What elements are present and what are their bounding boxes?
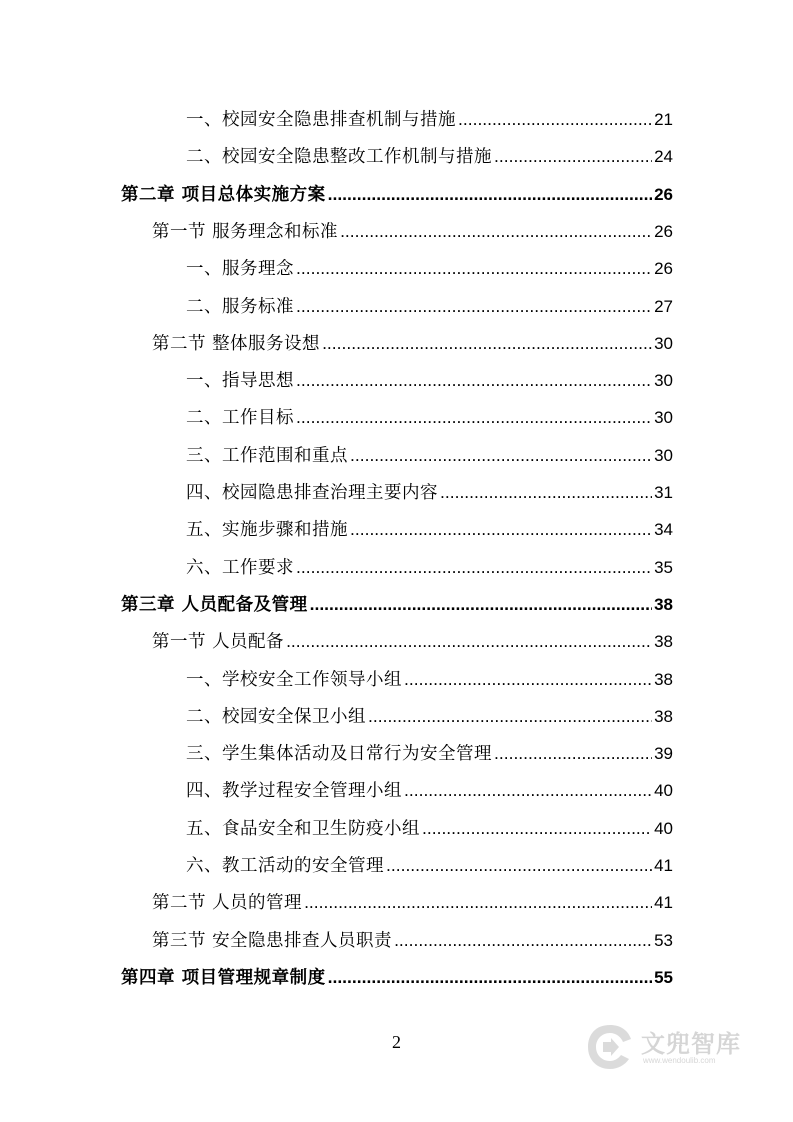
toc-dot-leader bbox=[296, 404, 652, 430]
toc-dot-leader bbox=[328, 181, 652, 207]
toc-entry-page: 53 bbox=[654, 930, 673, 950]
toc-entry-label: 三、工作范围和重点 bbox=[186, 445, 348, 466]
watermark bbox=[585, 1020, 755, 1076]
toc-entry[interactable] bbox=[186, 815, 673, 841]
toc-entry-page: 55 bbox=[654, 967, 673, 987]
toc-entry[interactable] bbox=[186, 777, 673, 803]
toc-entry[interactable] bbox=[152, 330, 673, 356]
toc-dot-leader bbox=[494, 740, 652, 766]
toc-dot-leader bbox=[310, 591, 652, 617]
toc-entry-page: 26 bbox=[654, 259, 673, 279]
toc-entry-page: 38 bbox=[654, 706, 673, 726]
toc-entry[interactable] bbox=[186, 255, 673, 281]
toc-entry-label: 一、校园安全隐患排查机制与措施 bbox=[186, 110, 456, 130]
toc-entry-page: 35 bbox=[654, 557, 673, 577]
toc-entry-label: 第四章 项目管理规章制度 bbox=[121, 967, 326, 988]
toc-dot-leader bbox=[286, 628, 652, 654]
toc-entry-page: 26 bbox=[654, 221, 673, 241]
toc-entry-label: 二、校园安全保卫小组 bbox=[186, 706, 366, 727]
toc-entry-label: 三、学生集体活动及日常行为安全管理 bbox=[186, 744, 492, 765]
toc-dot-leader bbox=[296, 293, 652, 319]
toc-entry-page: 30 bbox=[654, 445, 673, 465]
toc-entry[interactable] bbox=[152, 628, 673, 654]
toc-dot-leader bbox=[422, 815, 652, 841]
toc-entry[interactable] bbox=[186, 703, 673, 729]
toc-dot-leader bbox=[340, 218, 652, 244]
toc-entry-label: 一、指导思想 bbox=[186, 371, 294, 392]
toc-entry[interactable] bbox=[186, 740, 673, 766]
toc-entry-label: 第二章 项目总体实施方案 bbox=[121, 184, 326, 205]
toc-entry-label: 第一节 人员配备 bbox=[152, 632, 285, 653]
toc-entry-page: 30 bbox=[654, 371, 673, 391]
toc-dot-leader bbox=[304, 889, 652, 915]
toc-entry[interactable] bbox=[186, 516, 673, 542]
toc-entry-page: 31 bbox=[654, 483, 673, 502]
page-number: 2 bbox=[392, 1032, 401, 1052]
toc-entry-page: 41 bbox=[654, 893, 673, 913]
toc-entry-page: 39 bbox=[654, 744, 673, 764]
toc-entry-label: 第一节 服务理念和标准 bbox=[152, 221, 339, 242]
toc-entry-page: 38 bbox=[654, 669, 673, 689]
toc-entry-page: 41 bbox=[654, 856, 673, 875]
toc-dot-leader bbox=[394, 927, 652, 953]
toc-entry[interactable] bbox=[186, 293, 673, 319]
toc-dot-leader bbox=[296, 255, 652, 281]
toc-entry-label: 第三章 人员配备及管理 bbox=[121, 594, 308, 615]
toc-entry[interactable] bbox=[186, 106, 673, 132]
toc-dot-leader bbox=[368, 703, 652, 729]
toc-entry-page: 40 bbox=[654, 781, 673, 801]
toc-entry-page: 34 bbox=[654, 520, 673, 540]
watermark-url: www.wendoulib.com bbox=[643, 1056, 716, 1065]
toc-dot-leader bbox=[296, 554, 652, 580]
toc-entry[interactable] bbox=[186, 479, 673, 505]
toc-entry[interactable] bbox=[186, 554, 673, 580]
toc-entry-label: 四、校园隐患排查治理主要内容 bbox=[186, 483, 438, 503]
toc-entry[interactable] bbox=[186, 852, 673, 878]
toc-dot-leader bbox=[404, 666, 652, 692]
toc-entry[interactable] bbox=[121, 181, 673, 207]
toc-entry-label: 二、服务标准 bbox=[186, 296, 294, 317]
toc-entry-label: 五、实施步骤和措施 bbox=[186, 520, 348, 541]
toc-entry-label: 一、服务理念 bbox=[186, 259, 294, 280]
watermark-title: 文兜智库 bbox=[641, 1030, 741, 1058]
toc-entry-label: 四、教学过程安全管理小组 bbox=[186, 781, 402, 802]
toc-entry-page: 27 bbox=[654, 296, 673, 316]
toc-entry-label: 五、食品安全和卫生防疫小组 bbox=[186, 818, 420, 839]
toc-dot-leader bbox=[494, 143, 652, 169]
toc-entry-label: 第二节 人员的管理 bbox=[152, 893, 303, 914]
toc-entry[interactable] bbox=[186, 666, 673, 692]
toc-entry[interactable] bbox=[152, 218, 673, 244]
toc-dot-leader bbox=[328, 964, 652, 990]
toc-entry[interactable] bbox=[121, 964, 673, 990]
wendou-logo-icon bbox=[585, 1022, 635, 1072]
toc-entry-label: 第二节 整体服务设想 bbox=[152, 333, 321, 354]
toc-entry-label: 第三节 安全隐患排查人员职责 bbox=[152, 930, 393, 951]
toc-dot-leader bbox=[458, 106, 652, 132]
toc-dot-leader bbox=[404, 777, 652, 803]
toc-dot-leader bbox=[296, 367, 652, 393]
toc-entry-page: 30 bbox=[654, 333, 673, 353]
toc-entry[interactable] bbox=[152, 889, 673, 915]
toc-entry[interactable] bbox=[186, 367, 673, 393]
toc-entry-page: 21 bbox=[654, 110, 673, 129]
toc-entry-label: 一、学校安全工作领导小组 bbox=[186, 669, 402, 690]
toc-entry[interactable] bbox=[152, 927, 673, 953]
toc-dot-leader bbox=[350, 516, 652, 542]
toc-entry-label: 二、校园安全隐患整改工作机制与措施 bbox=[186, 147, 492, 168]
toc-entry-page: 38 bbox=[654, 632, 673, 652]
toc-entry[interactable] bbox=[186, 404, 673, 430]
toc-entry-page: 30 bbox=[654, 408, 673, 428]
toc-dot-leader bbox=[322, 330, 652, 356]
toc-entry-label: 六、教工活动的安全管理 bbox=[186, 856, 384, 876]
toc-dot-leader bbox=[386, 852, 652, 878]
toc-entry-page: 24 bbox=[654, 147, 673, 167]
toc-dot-leader bbox=[440, 479, 652, 505]
toc-entry[interactable] bbox=[186, 143, 673, 169]
toc-dot-leader bbox=[350, 442, 652, 468]
toc-entry-label: 二、工作目标 bbox=[186, 408, 294, 429]
toc-entry-page: 38 bbox=[654, 594, 673, 614]
toc-entry-page: 26 bbox=[654, 184, 673, 204]
toc-entry-page: 40 bbox=[654, 818, 673, 838]
toc-entry[interactable] bbox=[186, 442, 673, 468]
toc-entry-label: 六、工作要求 bbox=[186, 557, 294, 578]
toc-entry[interactable] bbox=[121, 591, 673, 617]
